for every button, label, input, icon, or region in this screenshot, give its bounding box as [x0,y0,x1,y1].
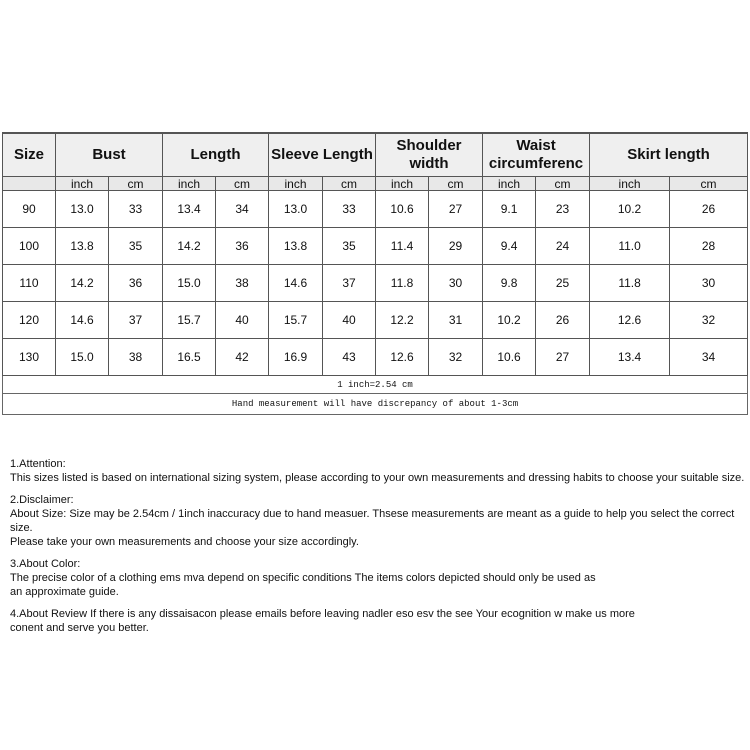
value-cell: 34 [216,191,269,228]
note-line: 1.Attention: [10,458,66,470]
value-cell: 42 [216,339,269,376]
value-cell: 14.6 [56,302,109,339]
value-cell: 16.5 [163,339,216,376]
value-cell: 35 [109,228,163,265]
value-cell: 13.4 [590,339,670,376]
value-cell: 16.9 [269,339,323,376]
value-cell: 9.1 [483,191,536,228]
value-cell: 37 [323,265,376,302]
value-cell: 14.2 [163,228,216,265]
note-line: The precise color of a clothing ems mva depend on specific conditions The items colors depicted should only be used as [10,572,596,584]
value-cell: 14.2 [56,265,109,302]
value-cell: 12.6 [590,302,670,339]
value-cell: 33 [109,191,163,228]
size-cell: 100 [3,228,56,265]
value-cell: 15.7 [269,302,323,339]
header-shoulder-width: Shoulder width [376,133,483,177]
unit-cell: cm [109,177,163,191]
value-cell: 9.4 [483,228,536,265]
value-cell: 28 [670,228,748,265]
note-line: About Size: Size may be 2.54cm / 1inch inaccuracy due to hand measuer. Thsese measurements are meant as a guide to help you select the correct size. [10,508,735,534]
value-cell: 36 [216,228,269,265]
unit-cell [3,177,56,191]
header-size: Size [3,133,56,177]
size-cell: 110 [3,265,56,302]
unit-cell: inch [590,177,670,191]
value-cell: 15.0 [163,265,216,302]
unit-cell: inch [269,177,323,191]
value-cell: 36 [109,265,163,302]
value-cell: 26 [670,191,748,228]
value-cell: 11.8 [376,265,429,302]
value-cell: 40 [323,302,376,339]
unit-cell: cm [323,177,376,191]
header-waist: Waist circumferenc [483,133,590,177]
value-cell: 24 [536,228,590,265]
conversion-note: 1 inch=2.54 cm [3,376,748,394]
value-cell: 34 [670,339,748,376]
size-cell: 130 [3,339,56,376]
measurement-note-row [3,394,748,415]
value-cell: 27 [536,339,590,376]
value-cell: 27 [429,191,483,228]
value-cell: 26 [536,302,590,339]
value-cell: 32 [429,339,483,376]
value-cell: 11.4 [376,228,429,265]
value-cell: 40 [216,302,269,339]
note-line: This sizes listed is based on international sizing system, please according to your own measurements and dressing habits to choose your suitable size. [10,472,745,484]
note-paragraph [10,457,750,485]
table-row [3,302,748,339]
table-row [3,339,748,376]
value-cell: 38 [216,265,269,302]
unit-cell: inch [56,177,109,191]
value-cell: 15.0 [56,339,109,376]
unit-cell: cm [216,177,269,191]
table-row [3,265,748,302]
header-length: Length [163,133,269,177]
value-cell: 13.8 [269,228,323,265]
header-skirt-length: Skirt length [590,133,748,177]
table-row [3,228,748,265]
value-cell: 35 [323,228,376,265]
header-bust: Bust [56,133,163,177]
value-cell: 29 [429,228,483,265]
note-line: 2.Disclaimer: [10,494,74,506]
value-cell: 15.7 [163,302,216,339]
value-cell: 10.2 [590,191,670,228]
value-cell: 33 [323,191,376,228]
note-line: 4.About Review If there is any dissaisacon please emails before leaving nadler eso esv the see Your ecognition w make us more [10,608,635,620]
value-cell: 43 [323,339,376,376]
note-line: 3.About Color: [10,558,81,570]
value-cell: 37 [109,302,163,339]
size-chart-table [2,132,748,415]
value-cell: 25 [536,265,590,302]
unit-cell: cm [670,177,748,191]
note-line: Please take your own measurements and choose your size accordingly. [10,536,359,548]
size-cell: 90 [3,191,56,228]
value-cell: 13.0 [56,191,109,228]
note-line: conent and serve you better. [10,622,149,634]
value-cell: 14.6 [269,265,323,302]
measurement-note: Hand measurement will have discrepancy of about 1-3cm [3,394,748,415]
value-cell: 13.8 [56,228,109,265]
value-cell: 9.8 [483,265,536,302]
value-cell: 11.0 [590,228,670,265]
value-cell: 10.2 [483,302,536,339]
unit-cell: cm [429,177,483,191]
value-cell: 10.6 [483,339,536,376]
value-cell: 13.0 [269,191,323,228]
value-cell: 13.4 [163,191,216,228]
conversion-note-row [3,376,748,394]
value-cell: 11.8 [590,265,670,302]
unit-cell: cm [536,177,590,191]
unit-row [3,177,748,191]
note-line: an approximate guide. [10,586,119,598]
note-paragraph [10,557,750,599]
value-cell: 38 [109,339,163,376]
note-paragraph [10,493,750,549]
value-cell: 31 [429,302,483,339]
notes-section [10,457,750,643]
unit-cell: inch [163,177,216,191]
size-cell: 120 [3,302,56,339]
header-sleeve-length: Sleeve Length [269,133,376,177]
value-cell: 23 [536,191,590,228]
table-row [3,191,748,228]
value-cell: 32 [670,302,748,339]
value-cell: 30 [429,265,483,302]
unit-cell: inch [483,177,536,191]
header-row [3,133,748,177]
value-cell: 10.6 [376,191,429,228]
value-cell: 30 [670,265,748,302]
value-cell: 12.2 [376,302,429,339]
unit-cell: inch [376,177,429,191]
note-paragraph [10,607,750,635]
value-cell: 12.6 [376,339,429,376]
